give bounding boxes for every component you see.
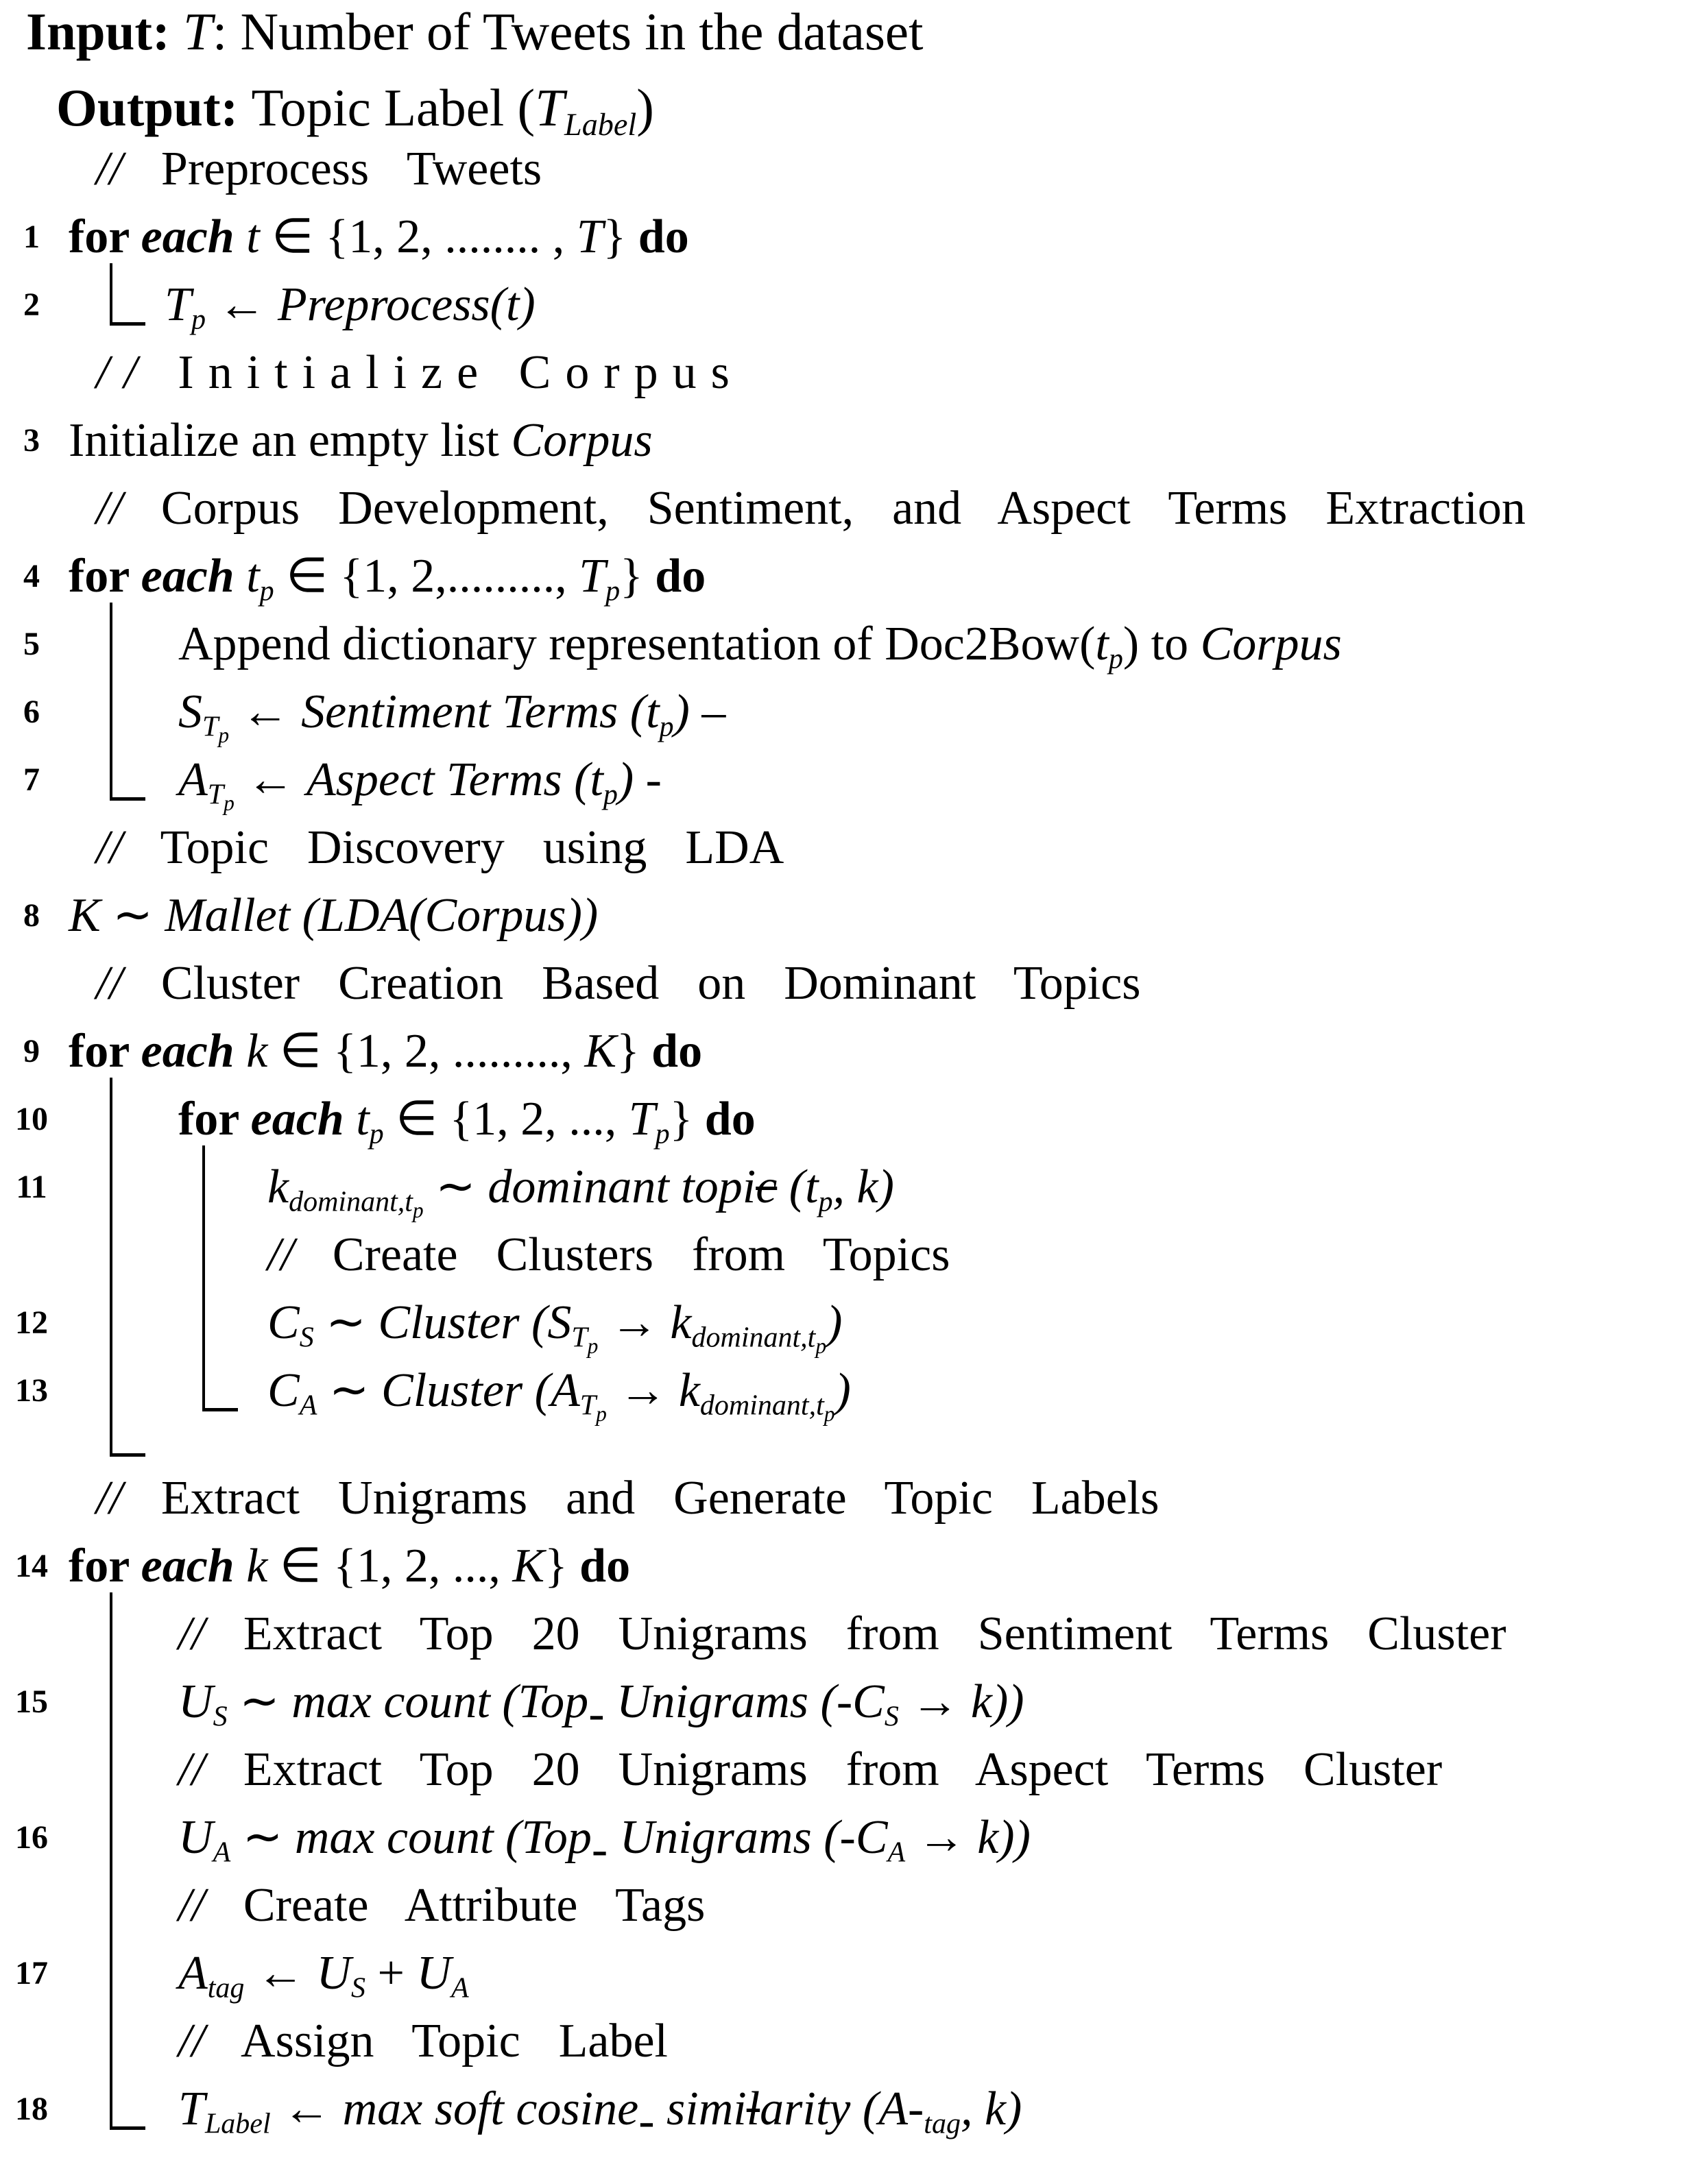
line-content: // Corpus Development, Sentiment, and Aspect Terms Extraction [96,482,1526,535]
line-17-attribute-tags [0,1947,1682,2004]
line-15-top-unigrams-sentiment [0,1675,1682,1740]
line-content: Append dictionary representation of Doc2Bow(tp) to Corpus [178,618,1342,675]
comment-top20-aspect [0,1743,1682,1796]
line-3-initialize-corpus [0,414,1682,467]
comment-topic-discovery [0,821,1682,874]
line-content: CS ∼ Cluster ($ST_p$ → $kdominant,t_p$) [267,1296,843,1359]
line-8-lda-mallet [0,889,1682,942]
line-content: CA ∼ Cluster ($AT_p$ → $kdominant,t_p$) [267,1364,851,1427]
line-content: // Preprocess Tweets [96,143,542,195]
line-number: 18 [15,2091,48,2127]
loop-end-foot [110,797,145,801]
comment-top20-sentiment [0,1607,1682,1660]
line-5-append-doc2bow [0,618,1682,675]
loop-end-foot [110,322,145,326]
line-content: // Assign Topic Label [178,2015,668,2067]
line-content: K ∼ Mallet (LDA(Corpus)) [69,889,599,942]
line-10-for-each-tp [0,1093,1682,1150]
line-number: 7 [23,762,40,798]
line-12-cluster-sentiment [0,1296,1682,1359]
line-content: US ∼ max count (Top- Unigrams (-CS → k)) [178,1675,1024,1740]
line-content: for each tp ∈ {1, 2, ..., Tp} do [178,1093,756,1150]
loop-end-foot [110,1453,145,1457]
line-number: 4 [23,558,40,594]
line-content: // Extract Top 20 Unigrams from Aspect Terms Cluster [178,1743,1443,1796]
line-number: 2 [23,287,40,323]
line-content: // Extract Unigrams and Generate Topic Labels [96,1472,1160,1525]
line-number: 5 [23,626,40,662]
line-number: 6 [23,694,40,730]
line-content: for each k ∈ {1, 2, ........., K} do [69,1025,703,1078]
comment-cluster-creation [0,957,1682,1010]
line-content: // Initialize Corpus [96,346,744,399]
line-number: 11 [16,1169,47,1205]
line-content: Input: T: Number of Tweets in the dataset [26,2,924,61]
loop-end-foot [202,1408,238,1411]
input-line [0,2,1682,61]
loop-scope-bar [110,2067,112,2127]
line-number: 3 [23,422,40,459]
line-content: // Topic Discovery using LDA [96,821,784,874]
line-content: $AT_p$ ← Aspect Terms (tp) - [178,753,662,816]
line-content: $kdominant,t_p$ ∼ dominant topic (tp, k) [267,1161,894,1223]
comment-assign-topic-label [0,2015,1682,2067]
comment-initialize-corpus [0,346,1682,399]
line-number: 15 [15,1684,48,1720]
line-content: // Cluster Creation Based on Dominant Topics [96,957,1141,1010]
line-number: 8 [23,897,40,934]
line-number: 17 [15,1955,48,1991]
line-13-cluster-aspect [0,1364,1682,1427]
loop-scope-bar [110,738,112,798]
loop-end-foot [110,2126,145,2130]
loop-scope-bar [110,1417,112,1455]
line-6-sentiment-terms [0,685,1682,748]
loop-scope-bar [202,1349,205,1409]
comment-corpus-development [0,482,1682,535]
output-line [0,78,1682,142]
line-9-for-each-k [0,1025,1682,1078]
line-content: Atag ← US + UA [178,1947,469,2004]
line-content: // Create Clusters from Topics [267,1228,950,1281]
line-content: for each t ∈ {1, 2, ........ , T} do [69,210,689,263]
line-4-for-each-tp [0,550,1682,607]
line-content: TLabel ← max soft cosine- similarity (A-tag, k) [178,2083,1022,2148]
comment-preprocess-tweets [0,143,1682,195]
line-content: $ST_p$ ← Sentiment Terms (tp) – [178,685,726,748]
line-content: for each tp ∈ {1, 2,........., Tp} do [69,550,706,607]
line-7-aspect-terms [0,753,1682,816]
line-1-for-each-tweet [0,210,1682,263]
comment-create-clusters [0,1228,1682,1281]
line-14-for-each-k [0,1540,1682,1592]
line-number: 14 [15,1548,48,1584]
comment-create-attribute-tags [0,1879,1682,1932]
comment-extract-unigrams [0,1472,1682,1525]
line-content: // Extract Top 20 Unigrams from Sentiment Terms Cluster [178,1607,1506,1660]
line-number: 12 [15,1305,48,1341]
line-content: UA ∼ max count (Top- Unigrams (-CA → k)) [178,1811,1031,1876]
line-content: // Create Attribute Tags [178,1879,706,1932]
line-16-top-unigrams-aspect [0,1811,1682,1876]
line-number: 1 [23,219,40,255]
line-number: 10 [15,1101,48,1137]
line-number: 9 [23,1033,40,1069]
line-content: Output: Topic Label (TLabel) [56,78,654,142]
line-content: for each k ∈ {1, 2, ..., K} do [69,1540,631,1592]
loop-scope-bar [110,263,112,323]
line-18-topic-label [0,2083,1682,2148]
line-number: 13 [15,1372,48,1409]
line-number: 16 [15,1819,48,1856]
loop-end-spacer [0,1432,1682,1464]
line-2-preprocess [0,278,1682,336]
line-content: Initialize an empty list Corpus [69,414,653,467]
line-content: Tp ← Preprocess(t) [165,278,536,336]
line-11-dominant-topic [0,1161,1682,1223]
